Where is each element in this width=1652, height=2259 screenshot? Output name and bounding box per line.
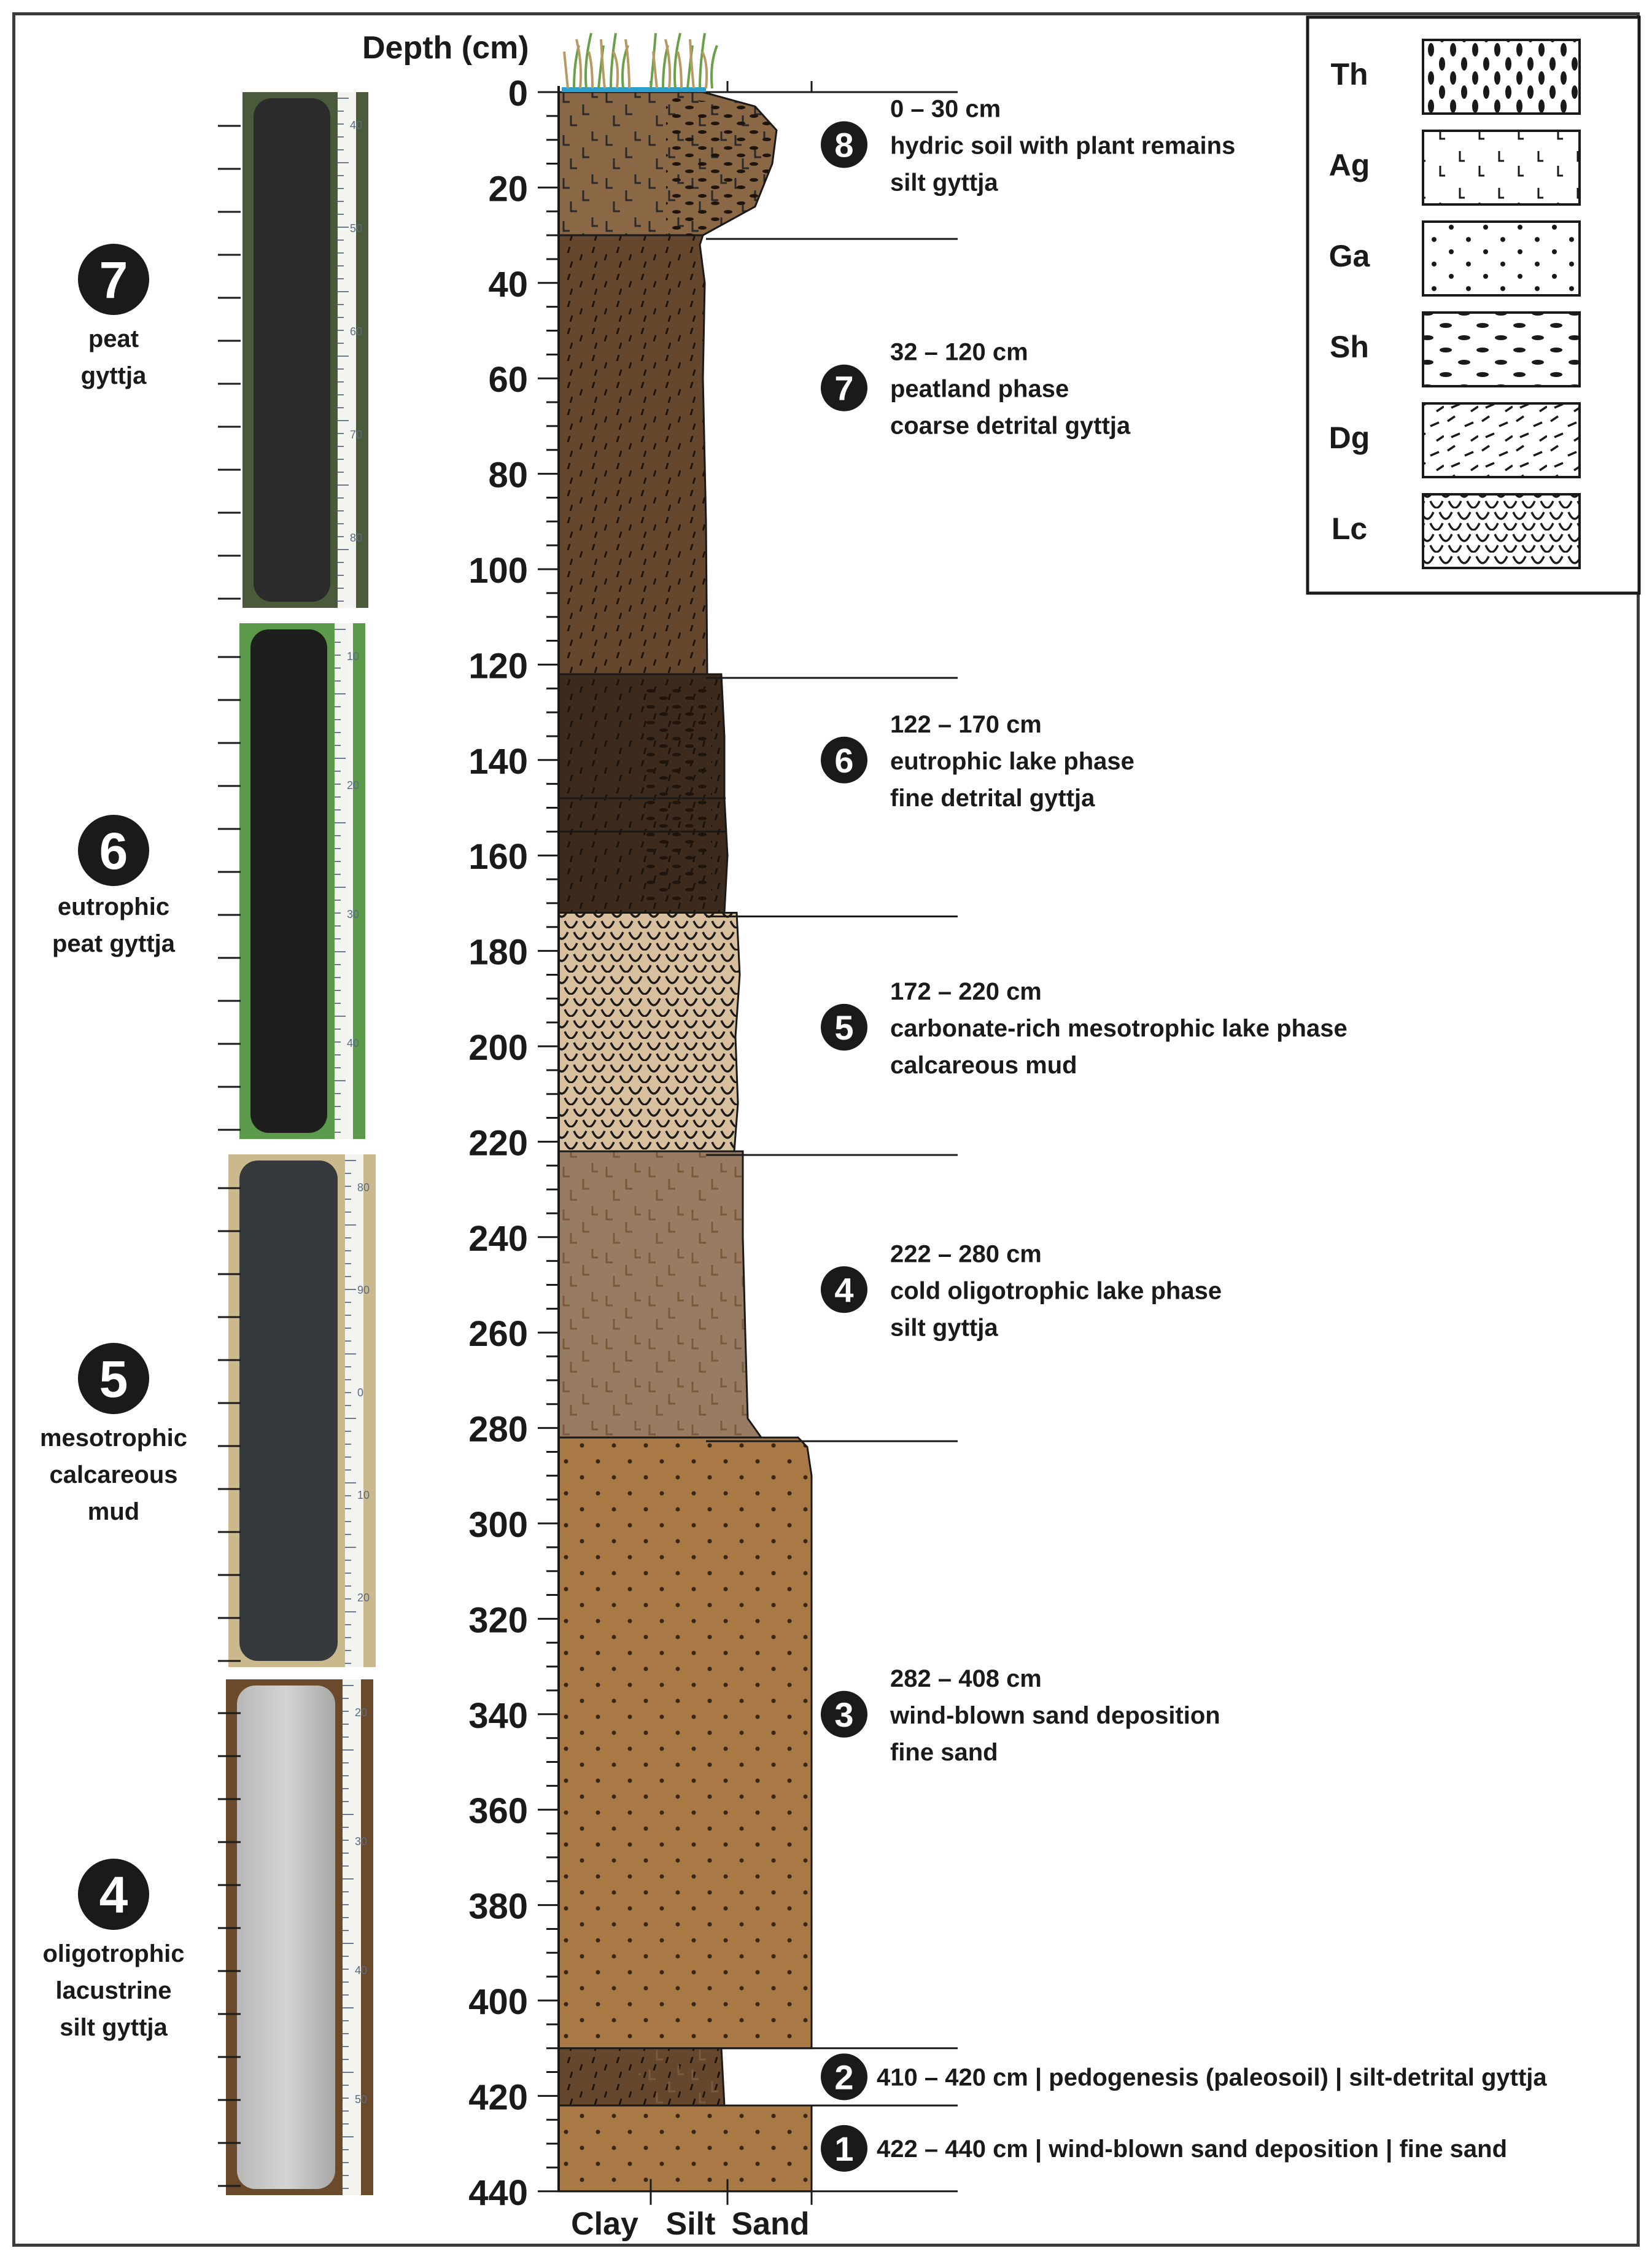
- depth-tick-label: 40: [488, 264, 528, 305]
- unit-phase: eutrophic lake phase: [890, 747, 1134, 775]
- layer-7: [559, 235, 707, 674]
- depth-tick-label: 280: [468, 1409, 528, 1450]
- legend-code: Sh: [1330, 330, 1369, 364]
- core-sediment: [254, 98, 330, 602]
- legend-swatch: [1423, 403, 1580, 477]
- layer-4: [559, 1151, 761, 1437]
- unit-phase: cold oligotrophic lake phase: [890, 1277, 1222, 1305]
- unit-sediment: fine detrital gyttja: [890, 784, 1095, 812]
- core-number: 7: [99, 251, 128, 309]
- depth-tick-label: 120: [468, 646, 528, 686]
- layer-1: [559, 2105, 812, 2191]
- core-ruler: [335, 623, 353, 1139]
- depth-tick-label: 320: [468, 1600, 528, 1641]
- ruler-label: 20: [355, 1706, 368, 1719]
- depth-tick-label: 100: [468, 551, 528, 591]
- core-photo-6: [52, 623, 365, 1139]
- core-label: peat gyttja: [52, 930, 176, 957]
- depth-axis-title: Depth (cm): [362, 30, 529, 66]
- depth-tick-label: 360: [468, 1791, 528, 1832]
- surface-vegetation-icon: [562, 33, 717, 92]
- depth-tick-label: 420: [468, 2077, 528, 2118]
- ruler-label: 70: [350, 429, 363, 441]
- layer-pattern: [559, 912, 740, 1151]
- layer-pattern: [559, 2105, 812, 2191]
- depth-tick-label: 200: [468, 1028, 528, 1068]
- unit-text: 410 – 420 cm | pedogenesis (paleosoil) | silt-detrital gyttja: [877, 2064, 1547, 2091]
- ruler-label: 40: [355, 1964, 368, 1977]
- core-ruler: [345, 1154, 363, 1667]
- unit-depth-range: 282 – 408 cm: [890, 1665, 1042, 1692]
- depth-tick-label: 140: [468, 741, 528, 782]
- unit-sediment: silt gyttja: [890, 169, 998, 196]
- core-label: eutrophic: [57, 893, 170, 920]
- core-number: 4: [99, 1866, 128, 1924]
- layer-5: [559, 912, 740, 1151]
- core-photo-4: [42, 1679, 373, 2195]
- core-number: 6: [99, 822, 128, 880]
- core-ruler: [343, 1679, 361, 2195]
- unit-phase: peatland phase: [890, 375, 1069, 403]
- legend-swatch: [1423, 40, 1580, 114]
- core-label: mesotrophic: [39, 1425, 188, 1452]
- unit-text: 422 – 440 cm | wind-blown sand deposition | fine sand: [877, 2135, 1508, 2163]
- layer-3: [559, 1437, 812, 2048]
- core-sediment: [239, 1161, 338, 1661]
- ruler-label: 60: [350, 325, 363, 338]
- core-label: peat: [88, 325, 139, 352]
- legend-code: Ga: [1328, 239, 1370, 273]
- unit-number: 4: [834, 1270, 854, 1310]
- ruler-label: 50: [355, 2093, 368, 2105]
- depth-tick-label: 160: [468, 837, 528, 877]
- depth-tick-label: 80: [488, 455, 528, 496]
- unit-sediment: coarse detrital gyttja: [890, 412, 1131, 440]
- unit-number: 7: [834, 368, 854, 408]
- core-photos: [40, 92, 376, 2195]
- unit-depth-range: 172 – 220 cm: [890, 978, 1042, 1005]
- unit-phase: carbonate-rich mesotrophic lake phase: [890, 1014, 1348, 1042]
- core-ruler: [338, 92, 356, 608]
- depth-tick-label: 300: [468, 1505, 528, 1545]
- depth-tick-label: 220: [468, 1123, 528, 1164]
- unit-7-description: [821, 339, 1131, 440]
- unit-depth-range: 222 – 280 cm: [890, 1240, 1042, 1268]
- unit-1-description: [821, 2125, 1507, 2172]
- legend-code: Lc: [1331, 511, 1368, 546]
- shale-overlay: [666, 97, 777, 235]
- core-label: mud: [87, 1498, 140, 1525]
- unit-number: 2: [834, 2058, 854, 2097]
- core-number: 5: [99, 1350, 128, 1408]
- ruler-label: 80: [350, 532, 363, 544]
- unit-depth-range: 32 – 120 cm: [890, 338, 1028, 366]
- layer-pattern: [559, 1437, 812, 2048]
- unit-depth-range: 0 – 30 cm: [890, 95, 1001, 123]
- core-label: oligotrophic: [42, 1940, 185, 1967]
- ruler-label: 40: [350, 119, 363, 131]
- depth-tick-label: 340: [468, 1695, 528, 1736]
- depth-tick-label: 260: [468, 1314, 528, 1355]
- unit-depth-range: 122 – 170 cm: [890, 710, 1042, 738]
- ruler-label: 90: [357, 1284, 370, 1296]
- grain-size-label: Sand: [731, 2206, 810, 2242]
- ruler-label: 40: [347, 1037, 360, 1049]
- unit-number: 3: [834, 1695, 854, 1734]
- shale-overlay: [645, 683, 712, 903]
- ruler-label: 0: [357, 1386, 364, 1399]
- core-label: gyttja: [80, 362, 147, 389]
- unit-5-description: [821, 978, 1348, 1079]
- core-photo-5: [40, 1154, 376, 1667]
- legend-code: Th: [1330, 57, 1368, 91]
- legend-swatch: [1423, 222, 1580, 295]
- depth-tick-label: 380: [468, 1886, 528, 1927]
- unit-phase: hydric soil with plant remains: [890, 132, 1236, 160]
- legend-code: Ag: [1328, 148, 1370, 182]
- core-photo-7: [78, 92, 368, 608]
- unit-3-description: [821, 1665, 1220, 1766]
- core-label: calcareous: [49, 1461, 178, 1488]
- core-sediment: [237, 1686, 335, 2189]
- ruler-label: 80: [357, 1181, 370, 1194]
- ruler-label: 30: [347, 908, 360, 920]
- ruler-label: 20: [347, 779, 360, 791]
- ruler-label: 10: [357, 1489, 370, 1501]
- layer-pattern: [559, 1151, 761, 1437]
- grain-size-label: Clay: [571, 2206, 638, 2242]
- unit-4-description: [821, 1240, 1222, 1341]
- ruler-label: 20: [357, 1592, 370, 1604]
- core-label: silt gyttja: [60, 2014, 168, 2041]
- unit-sediment: calcareous mud: [890, 1051, 1077, 1079]
- legend-swatch: [1423, 313, 1580, 386]
- unit-number: 8: [834, 125, 854, 165]
- unit-sediment: fine sand: [890, 1738, 998, 1766]
- core-sediment: [250, 629, 327, 1133]
- legend-swatch: [1423, 131, 1580, 204]
- stratigraphic-column: [559, 92, 812, 2191]
- depth-tick-label: 400: [468, 1982, 528, 2022]
- layer-pattern: [559, 235, 707, 674]
- unit-sediment: silt gyttja: [890, 1314, 998, 1342]
- pattern-legend: [1308, 17, 1639, 593]
- unit-2-description: [821, 2053, 1547, 2100]
- legend-code: Dg: [1328, 421, 1370, 455]
- grain-size-label: Silt: [665, 2206, 716, 2242]
- unit-phase: wind-blown sand deposition: [890, 1701, 1220, 1729]
- unit-number: 5: [834, 1008, 854, 1047]
- unit-8-description: [821, 95, 1235, 196]
- ruler-label: 30: [355, 1835, 368, 1848]
- unit-number: 6: [834, 741, 854, 780]
- depth-tick-label: 240: [468, 1218, 528, 1259]
- unit-6-description: [821, 711, 1134, 812]
- gyttja-overlay: [638, 2050, 718, 2104]
- depth-tick-label: 20: [488, 169, 528, 209]
- depth-tick-label: 440: [468, 2172, 528, 2213]
- core-label: lacustrine: [55, 1977, 172, 2004]
- depth-tick-label: 180: [468, 932, 528, 973]
- ruler-label: 50: [350, 222, 363, 235]
- depth-tick-label: 60: [488, 360, 528, 400]
- ruler-label: 10: [347, 650, 360, 663]
- depth-tick-label: 0: [508, 74, 528, 114]
- unit-number: 1: [834, 2129, 854, 2168]
- legend-swatch: [1423, 494, 1580, 568]
